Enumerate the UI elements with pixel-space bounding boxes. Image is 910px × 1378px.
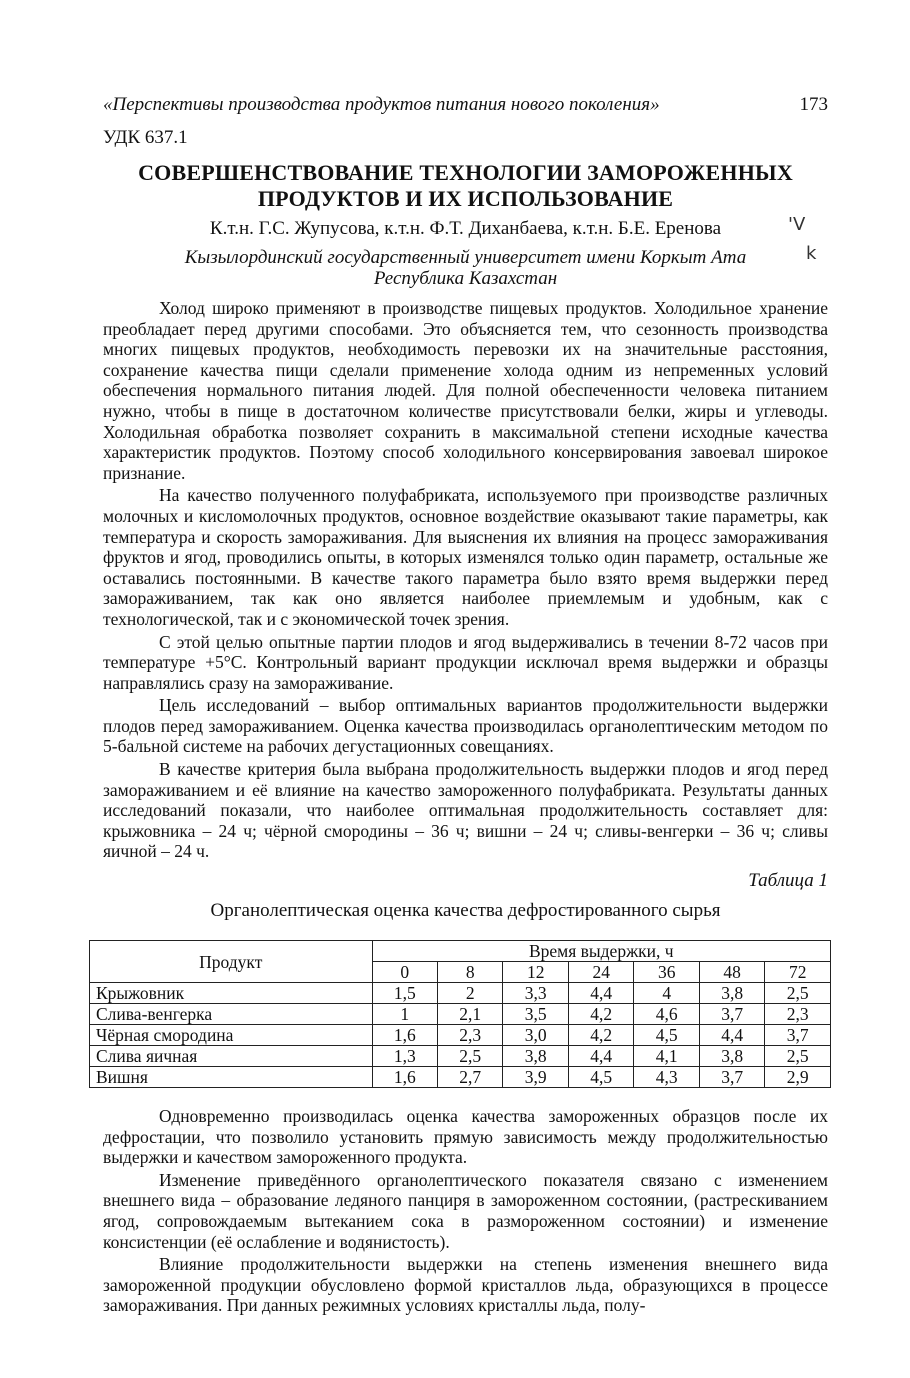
paragraph: Холод широко применяют в производстве пищевых продуктов. Холодильное хранение преобладает перед другими способами. Это объясняется тем, что сезонность производства многих пищевых продуктов, необходимость перевозки их на значительные расстояния, сохранение качества пищи сделали применение холода одним из непременных условий обеспечения нормального питания людей. Для полной обеспеченности человека питанием нужно, чтобы в пище в достаточном количестве присутствовали белки, жиры и углеводы. Холодильная обработка позволяет сохранить в максимальной степени исходные качества характеристик продуктов. Поэтому способ холодильного консервирования завоевал широкое признание. xyxy=(103,298,828,483)
score-cell: 3,7 xyxy=(765,1025,831,1046)
score-cell: 4,5 xyxy=(568,1067,633,1088)
time-col-header: 8 xyxy=(438,962,503,983)
time-col-header: 48 xyxy=(699,962,764,983)
score-cell: 4,4 xyxy=(699,1025,764,1046)
score-cell: 3,8 xyxy=(699,1046,764,1067)
score-cell: 4,3 xyxy=(634,1067,699,1088)
paragraph: В качестве критерия была выбрана продолжительность выдержки плодов и ягод перед замораживанием и её влияние на качество замороженного полуфабриката. Результаты данных исследований показали, что наиболее оптимальная продолжительность составляет для: крыжовника – 24 ч; чёрной смородины – 36 ч; вишни – 24 ч; сливы-венгерки – 36 ч; сливы яичной – 24 ч. xyxy=(103,759,828,862)
paragraph: На качество полученного полуфабриката, используемого при производстве различных молочных и кисломолочных продуктов, основное воздействие оказывают такие параметры, как температура и скорость замораживания. Для выяснения их влияния на процесс замораживания фруктов и ягод, проводились опыты, в которых изменялся только один параметр, остальные же оставались постоянными. В качестве такого параметра было взято время выдержки перед замораживанием, так как оно является наиболее приемлемым и удобным, как с технологической, так и с экономической точек зрения. xyxy=(103,485,828,629)
score-cell: 4,2 xyxy=(568,1025,633,1046)
score-cell: 2,7 xyxy=(438,1067,503,1088)
table-row xyxy=(90,1025,831,1046)
affiliation xyxy=(103,247,828,289)
product-column-header: Продукт xyxy=(90,941,373,983)
score-cell: 4,5 xyxy=(634,1025,699,1046)
table-row xyxy=(90,1046,831,1067)
time-col-header: 12 xyxy=(503,962,568,983)
time-col-header: 24 xyxy=(568,962,633,983)
score-cell: 3,9 xyxy=(503,1067,568,1088)
paragraph: Цель исследований – выбор оптимальных вариантов продолжительности выдержки плодов перед замораживанием. Оценка качества производилась органолептическим методом по 5-бальной системе на рабочих дегустационных совещаниях. xyxy=(103,695,828,757)
score-cell: 4,2 xyxy=(568,1004,633,1025)
product-cell: Крыжовник xyxy=(90,983,373,1004)
time-col-header: 0 xyxy=(372,962,437,983)
score-cell: 4 xyxy=(634,983,699,1004)
body-text-before-table xyxy=(103,298,828,862)
udk-code: УДК 637.1 xyxy=(103,127,188,148)
score-cell: 4,6 xyxy=(634,1004,699,1025)
score-cell: 4,4 xyxy=(568,1046,633,1067)
score-cell: 1,5 xyxy=(372,983,437,1004)
paragraph: Изменение приведённого органолептического показателя связано с изменением внешнего вида – образование ледяного панциря в замороженном состоянии, (растрескиванием ягод, сопровождаемым вытеканием сока в размороженном состоянии) и изменение консистенции (её ослабление и водянистость). xyxy=(103,1169,828,1252)
running-header xyxy=(103,94,828,118)
score-cell: 2,9 xyxy=(765,1067,831,1088)
score-cell: 3,8 xyxy=(503,1046,568,1067)
running-title: «Перспективы производства продуктов питания нового поколения» xyxy=(103,94,660,115)
product-cell: Слива яичная xyxy=(90,1046,373,1067)
time-col-header: 72 xyxy=(765,962,831,983)
score-cell: 3,3 xyxy=(503,983,568,1004)
table-row xyxy=(90,983,831,1004)
score-cell: 2,5 xyxy=(765,1046,831,1067)
score-cell: 4,4 xyxy=(568,983,633,1004)
body-text-after-table xyxy=(103,1106,828,1316)
score-cell: 3,0 xyxy=(503,1025,568,1046)
article-title xyxy=(103,160,828,212)
score-cell: 3,8 xyxy=(699,983,764,1004)
score-cell: 2 xyxy=(438,983,503,1004)
table-header-row xyxy=(90,941,831,962)
margin-note-1: 'V xyxy=(788,214,806,235)
score-cell: 3,5 xyxy=(503,1004,568,1025)
table-caption: Органолептическая оценка качества дефростированного сырья xyxy=(210,900,721,921)
results-table xyxy=(89,940,831,1088)
affiliation-line-1: Кызылординский государственный университет имени Коркыт Ата xyxy=(184,247,747,268)
paragraph: Влияние продолжительности выдержки на степень изменения внешнего вида замороженной продукции обусловлено формой кристаллов льда, образующихся в процессе замораживания. При данных режимных условиях кристаллы льда, полу- xyxy=(103,1254,828,1316)
affiliation-line-2: Республика Казахстан xyxy=(373,268,558,289)
score-cell: 2,3 xyxy=(438,1025,503,1046)
paragraph: Одновременно производилась оценка качества замороженных образцов после их дефростации, что позволило установить прямую зависимость между продолжительностью выдержки и качеством замороженного продукта. xyxy=(103,1106,828,1168)
product-cell: Чёрная смородина xyxy=(90,1025,373,1046)
product-cell: Слива-венгерка xyxy=(90,1004,373,1025)
table-row xyxy=(90,1004,831,1025)
score-cell: 2,3 xyxy=(765,1004,831,1025)
product-cell: Вишня xyxy=(90,1067,373,1088)
margin-note-2: k xyxy=(806,243,817,264)
time-col-header: 36 xyxy=(634,962,699,983)
score-cell: 1,6 xyxy=(372,1025,437,1046)
score-cell: 1 xyxy=(372,1004,437,1025)
page-number: 173 xyxy=(799,94,828,115)
score-cell: 2,5 xyxy=(765,983,831,1004)
title-line-2: ПРОДУКТОВ И ИХ ИСПОЛЬЗОВАНИЕ xyxy=(257,186,674,211)
authors: К.т.н. Г.С. Жупусова, к.т.н. Ф.Т. Диханбаева, к.т.н. Б.Е. Еренова xyxy=(209,218,722,239)
paragraph: С этой целью опытные партии плодов и ягод выдерживались в течении 8-72 часов при температуре +5°С. Контрольный вариант продукции исключал время выдержки и образцы направлялись сразу на замораживание. xyxy=(103,631,828,693)
score-cell: 3,7 xyxy=(699,1067,764,1088)
score-cell: 2,1 xyxy=(438,1004,503,1025)
table-label: Таблица 1 xyxy=(748,870,828,891)
score-cell: 1,3 xyxy=(372,1046,437,1067)
score-cell: 2,5 xyxy=(438,1046,503,1067)
score-cell: 4,1 xyxy=(634,1046,699,1067)
title-line-1: СОВЕРШЕНСТВОВАНИЕ ТЕХНОЛОГИИ ЗАМОРОЖЕННЫХ xyxy=(138,160,793,185)
score-cell: 1,6 xyxy=(372,1067,437,1088)
table-row xyxy=(90,1067,831,1088)
time-column-header: Время выдержки, ч xyxy=(372,941,830,962)
score-cell: 3,7 xyxy=(699,1004,764,1025)
